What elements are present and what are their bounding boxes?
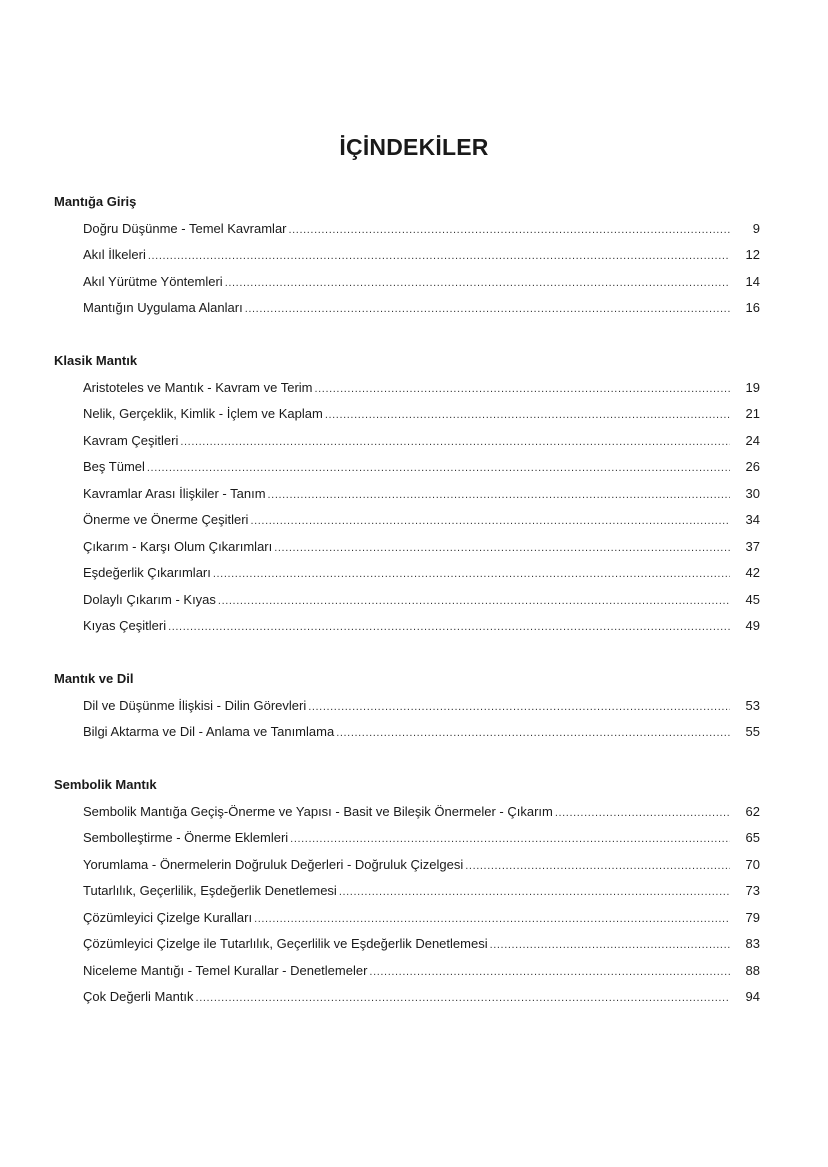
toc-entry[interactable] — [54, 272, 760, 299]
dot-leader — [555, 803, 730, 823]
page-number: 49 — [745, 618, 760, 633]
page-number: 16 — [745, 300, 760, 315]
toc-entry[interactable] — [54, 908, 760, 935]
dot-leader — [218, 591, 730, 611]
dot-leader — [268, 485, 730, 505]
toc-section — [54, 775, 760, 1014]
toc-entry[interactable] — [54, 881, 760, 908]
page-number: 62 — [745, 803, 760, 819]
entry-title: Sembolik Mantığa Geçiş-Önerme ve Yapısı - Basit ve Bileşik Önermeler - Çıkarım — [83, 803, 553, 819]
entry-title: Çözümleyici Çizelge Kuralları — [83, 909, 253, 925]
entry-title: Önerme ve Önerme Çeşitleri — [83, 512, 249, 527]
dot-leader — [213, 564, 730, 584]
entry-title: Çok Değerli Mantık — [83, 989, 194, 1004]
dot-leader — [147, 458, 730, 478]
entry-title: Kavram Çeşitleri — [83, 432, 179, 448]
dot-leader — [168, 617, 730, 637]
entry-title: Eşdeğerlik Çıkarımları — [83, 565, 211, 580]
toc-entry[interactable] — [54, 828, 760, 855]
entry-title: Çıkarım - Karşı Olum Çıkarımları — [83, 538, 273, 554]
toc-entry[interactable] — [54, 722, 760, 749]
section-heading: Sembolik Mantık — [54, 777, 157, 792]
toc-entry[interactable] — [54, 537, 760, 564]
dot-leader — [245, 299, 730, 319]
toc-entry[interactable] — [54, 457, 760, 484]
toc-entry[interactable] — [54, 510, 760, 537]
dot-leader — [369, 962, 730, 982]
entry-title: Dolaylı Çıkarım - Kıyas — [83, 591, 216, 607]
entry-title: Aristoteles ve Mantık - Kavram ve Terim — [83, 379, 313, 395]
toc-entry[interactable] — [54, 934, 760, 961]
toc-entry[interactable] — [54, 431, 760, 458]
dot-leader — [490, 935, 730, 955]
entry-title: Tutarlılık, Geçerlilik, Eşdeğerlik Denetlemesi — [83, 883, 337, 898]
page-number: 9 — [752, 220, 760, 236]
dot-leader — [339, 882, 730, 902]
dot-leader — [274, 538, 730, 558]
toc-section — [54, 192, 760, 325]
dot-leader — [336, 723, 730, 743]
toc-section — [54, 669, 760, 749]
page-number: 65 — [745, 830, 760, 845]
toc-entry[interactable] — [54, 563, 760, 590]
dot-leader — [148, 246, 730, 266]
page-number: 94 — [745, 989, 760, 1004]
page-number: 79 — [745, 909, 760, 925]
table-of-contents — [54, 192, 760, 1040]
entry-title: Kavramlar Arası İlişkiler - Tanım — [83, 485, 266, 501]
entry-title: Yorumlama - Önermelerin Doğruluk Değerleri - Doğruluk Çizelgesi — [83, 856, 464, 872]
toc-section — [54, 351, 760, 643]
entry-title: Mantığın Uygulama Alanları — [83, 300, 243, 315]
toc-entry[interactable] — [54, 961, 760, 988]
entry-title: Akıl İlkeleri — [83, 247, 146, 262]
entry-title: Sembolleştirme - Önerme Eklemleri — [83, 830, 289, 845]
dot-leader — [289, 220, 731, 240]
page-number: 45 — [745, 591, 760, 607]
entry-title: Doğru Düşünme - Temel Kavramlar — [83, 220, 287, 236]
entry-title: Nelik, Gerçeklik, Kimlik - İçlem ve Kaplam — [83, 406, 323, 421]
page-number: 42 — [745, 565, 760, 580]
toc-entry[interactable] — [54, 590, 760, 617]
toc-entry[interactable] — [54, 696, 760, 723]
dot-leader — [290, 829, 730, 849]
entry-title: Akıl Yürütme Yöntemleri — [83, 273, 223, 289]
dot-leader — [250, 511, 730, 531]
page-number: 73 — [745, 883, 760, 898]
dot-leader — [325, 405, 730, 425]
toc-entry[interactable] — [54, 245, 760, 272]
toc-entry[interactable] — [54, 298, 760, 325]
entry-title: Kıyas Çeşitleri — [83, 618, 167, 633]
dot-leader — [254, 909, 730, 929]
toc-entry[interactable] — [54, 404, 760, 431]
page-number: 24 — [745, 432, 760, 448]
dot-leader — [315, 379, 731, 399]
dot-leader — [308, 697, 730, 717]
toc-entry[interactable] — [54, 378, 760, 405]
entry-title: Niceleme Mantığı - Temel Kurallar - Denetlemeler — [83, 962, 368, 978]
page-number: 53 — [745, 697, 760, 713]
toc-entry[interactable] — [54, 616, 760, 643]
toc-entry[interactable] — [54, 855, 760, 882]
page-number: 26 — [745, 459, 760, 474]
dot-leader — [465, 856, 730, 876]
entry-title: Beş Tümel — [83, 459, 145, 474]
page-number: 83 — [745, 936, 760, 951]
page-number: 30 — [745, 485, 760, 501]
page-number: 70 — [745, 856, 760, 872]
page-number: 19 — [745, 379, 760, 395]
entry-title: Çözümleyici Çizelge ile Tutarlılık, Geçerlilik ve Eşdeğerlik Denetlemesi — [83, 936, 488, 951]
section-heading: Mantık ve Dil — [54, 671, 134, 686]
section-heading: Mantığa Giriş — [54, 194, 137, 209]
page-number: 12 — [745, 247, 760, 262]
page-number: 21 — [745, 406, 760, 421]
page-number: 34 — [745, 512, 760, 527]
dot-leader — [180, 432, 730, 452]
page-number: 14 — [745, 273, 760, 289]
dot-leader — [225, 273, 730, 293]
toc-entry[interactable] — [54, 484, 760, 511]
dot-leader — [196, 988, 730, 1008]
entry-title: Bilgi Aktarma ve Dil - Anlama ve Tanımlama — [83, 724, 335, 739]
page-number: 37 — [745, 538, 760, 554]
page-number: 88 — [745, 962, 760, 978]
toc-entry[interactable] — [54, 219, 760, 246]
page-title: İÇİNDEKİLER — [339, 134, 489, 160]
section-heading: Klasik Mantık — [54, 353, 138, 368]
toc-entry[interactable] — [54, 802, 760, 829]
page-number: 55 — [745, 724, 760, 739]
entry-title: Dil ve Düşünme İlişkisi - Dilin Görevleri — [83, 697, 307, 713]
toc-entry[interactable] — [54, 987, 760, 1014]
